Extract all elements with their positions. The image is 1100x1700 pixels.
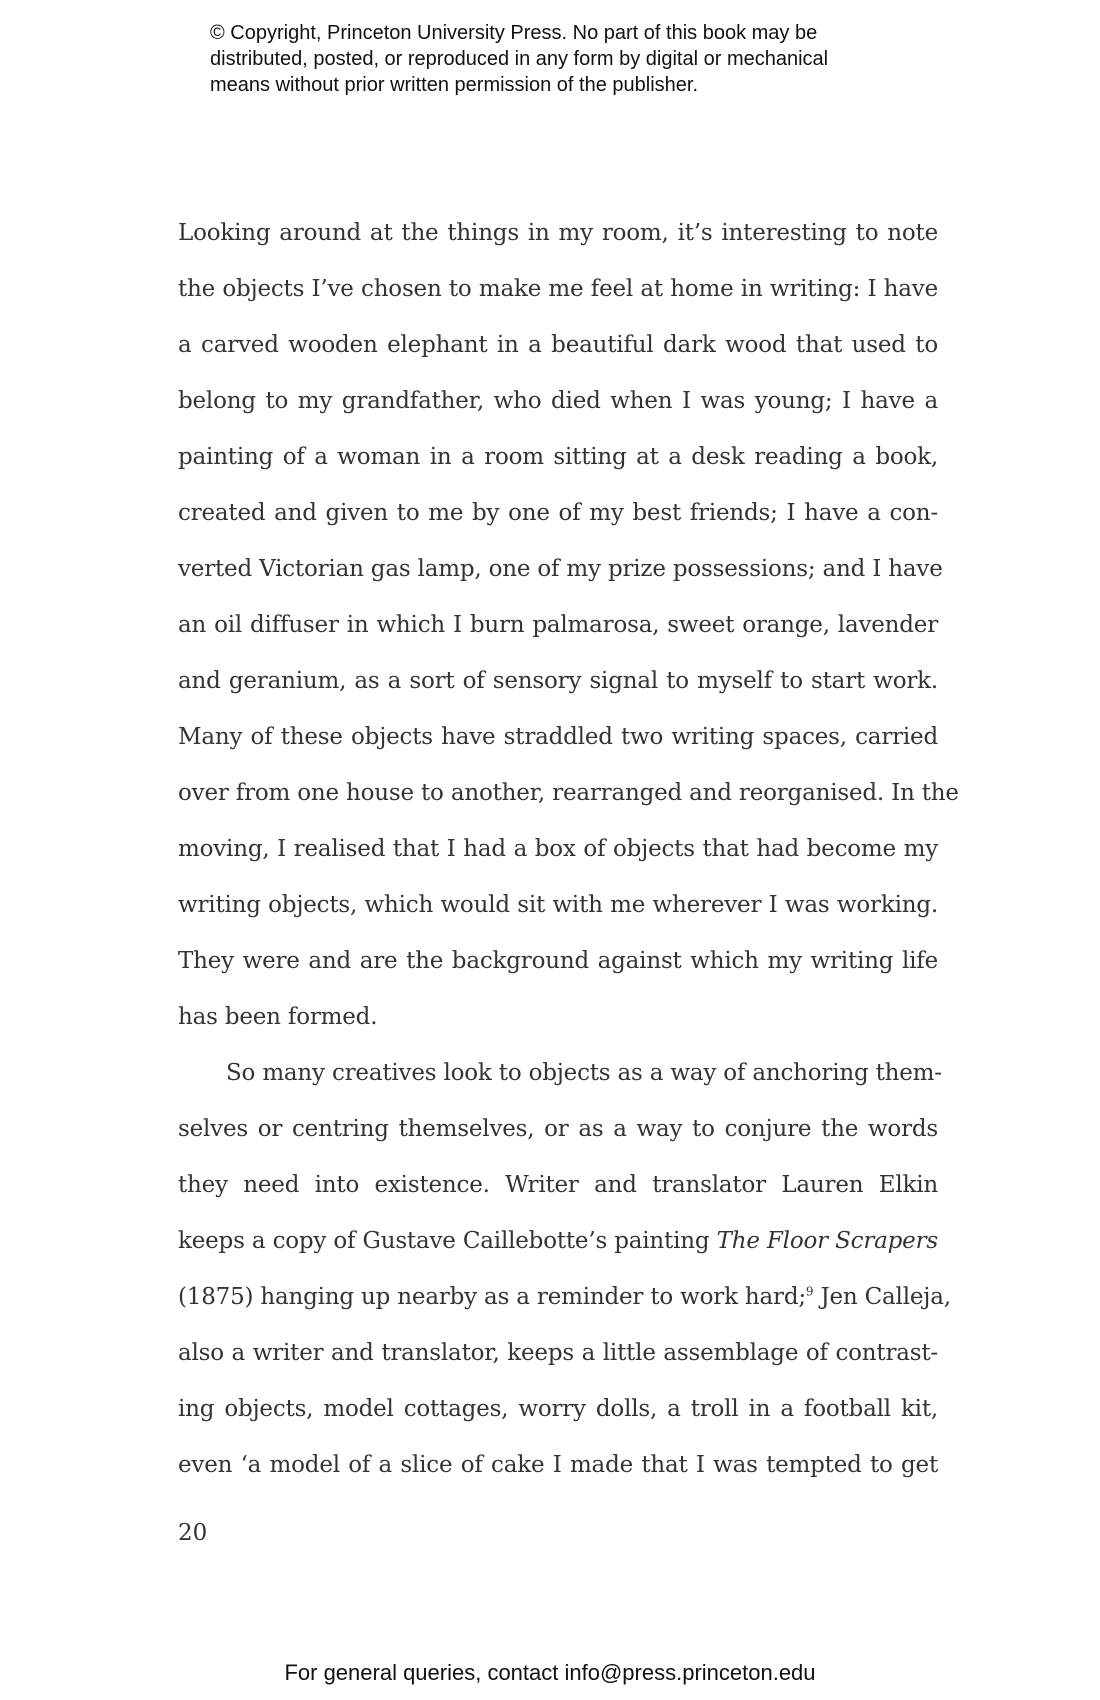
text-line [178, 1213, 938, 1269]
copyright-line: © Copyright, Princeton University Press. No part of this book may be [210, 22, 818, 44]
text-line: They were and are the background against which my writing life [178, 948, 938, 974]
footer-contact: For general queries, contact info@press.princeton.edu [284, 1660, 816, 1685]
artwork-title: The Floor Scrapers [716, 1228, 938, 1254]
body-text [178, 205, 959, 1493]
copyright-notice [210, 20, 930, 98]
text-span: keeps a copy of Gustave Caillebotte’s painting [178, 1228, 717, 1254]
paragraph-end-line: has been formed. [178, 1004, 378, 1030]
copyright-line: distributed, posted, or reproduced in any form by digital or mechanical [210, 48, 829, 70]
text-line: the objects I’ve chosen to make me feel at home in writing: I have [178, 276, 938, 302]
text-span: Jen Calleja, [813, 1284, 951, 1310]
text-span: (1875) hanging up nearby as a reminder to work hard; [178, 1284, 806, 1310]
text-line: ing objects, model cottages, worry dolls, a troll in a football kit, [178, 1396, 938, 1422]
page-number: 20 [178, 1520, 208, 1546]
text-line: a carved wooden elephant in a beautiful dark wood that used to [178, 332, 938, 358]
paragraph-first-line: So many creatives look to objects as a way of anchoring them- [226, 1060, 942, 1086]
text-line: Looking around at the things in my room, it’s interesting to note [178, 220, 938, 246]
footnote-reference[interactable]: 9 [805, 1284, 814, 1299]
text-line: even ‘a model of a slice of cake I made that I was tempted to get [178, 1452, 938, 1478]
text-line: painting of a woman in a room sitting at a desk reading a book, [178, 444, 938, 470]
text-line: verted Victorian gas lamp, one of my prize possessions; and I have [178, 556, 943, 582]
copyright-line: means without prior written permission of the publisher. [210, 74, 699, 96]
text-line: created and given to me by one of my best friends; I have a con- [178, 500, 938, 526]
text-line [178, 1269, 951, 1325]
text-line: writing objects, which would sit with me wherever I was working. [178, 892, 938, 918]
text-line: an oil diffuser in which I burn palmarosa, sweet orange, lavender [178, 612, 938, 638]
text-line: also a writer and translator, keeps a little assemblage of contrast- [178, 1340, 938, 1366]
text-line: Many of these objects have straddled two writing spaces, carried [178, 724, 938, 750]
text-line: over from one house to another, rearranged and reorganised. In the [178, 780, 959, 806]
text-line: selves or centring themselves, or as a way to conjure the words [178, 1116, 938, 1142]
text-line: moving, I realised that I had a box of objects that had become my [178, 836, 938, 862]
text-line: belong to my grandfather, who died when I was young; I have a [178, 388, 938, 414]
text-line: they need into existence. Writer and translator Lauren Elkin [178, 1172, 938, 1198]
text-line: and geranium, as a sort of sensory signal to myself to start work. [178, 668, 938, 694]
